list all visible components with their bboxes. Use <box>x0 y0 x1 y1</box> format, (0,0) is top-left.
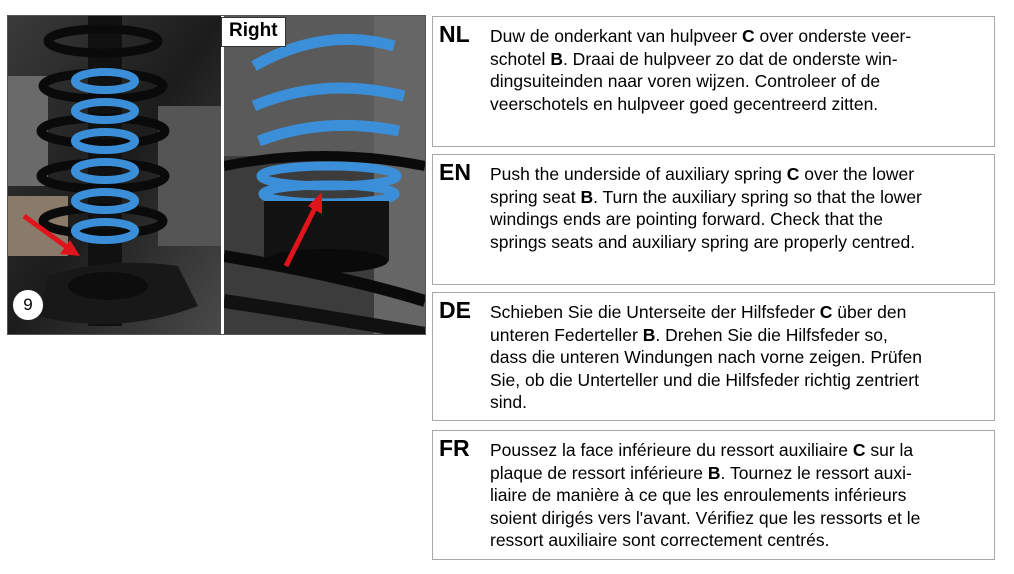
language-code: FR <box>439 435 470 461</box>
instruction-text: Push the underside of auxiliary spring C over the lower spring seat B. Turn the auxiliary spring so that the lower windings ends are pointing forward. Check that the springs seats and auxiliary spring are properly centred. <box>490 164 922 252</box>
photo-right-spring <box>224 16 425 334</box>
instruction-box-en <box>432 154 995 285</box>
language-code: NL <box>439 21 470 47</box>
language-code: EN <box>439 159 471 185</box>
instruction-box-nl <box>432 16 995 147</box>
instruction-text: Duw de onderkant van hulpveer C over onderste veer- schotel B. Draai de hulpveer zo dat de onderste win- dingsuiteinden naar voren wijzen. Controleer of de veerschotels en hulpveer goed gecentreerd zitten. <box>490 26 912 114</box>
photo-panel <box>7 15 426 335</box>
instruction-text: Schieben Sie die Unterseite der Hilfsfeder C über den unteren Federteller B. Drehen Sie die Hilfsfeder so, dass die unteren Windungen nach vorne zeigen. Prüfen Sie, ob die Unterteller und die Hilfsfeder richtig zentriert sind. <box>490 302 922 412</box>
instruction-box-de <box>432 292 995 421</box>
photo-left-spring <box>8 16 221 334</box>
right-label: Right <box>221 17 286 47</box>
language-code: DE <box>439 297 471 323</box>
instruction-text: Poussez la face inférieure du ressort auxiliaire C sur la plaque de ressort inférieure B. Tournez le ressort auxi- liaire de manière à ce que les enroulements inférieurs soient dirigés vers l'avant. Vérifiez que les ressorts et le ressort auxiliaire sont correctement centrés. <box>490 440 921 550</box>
step-number: 9 <box>12 289 44 321</box>
instruction-box-fr <box>432 430 995 560</box>
